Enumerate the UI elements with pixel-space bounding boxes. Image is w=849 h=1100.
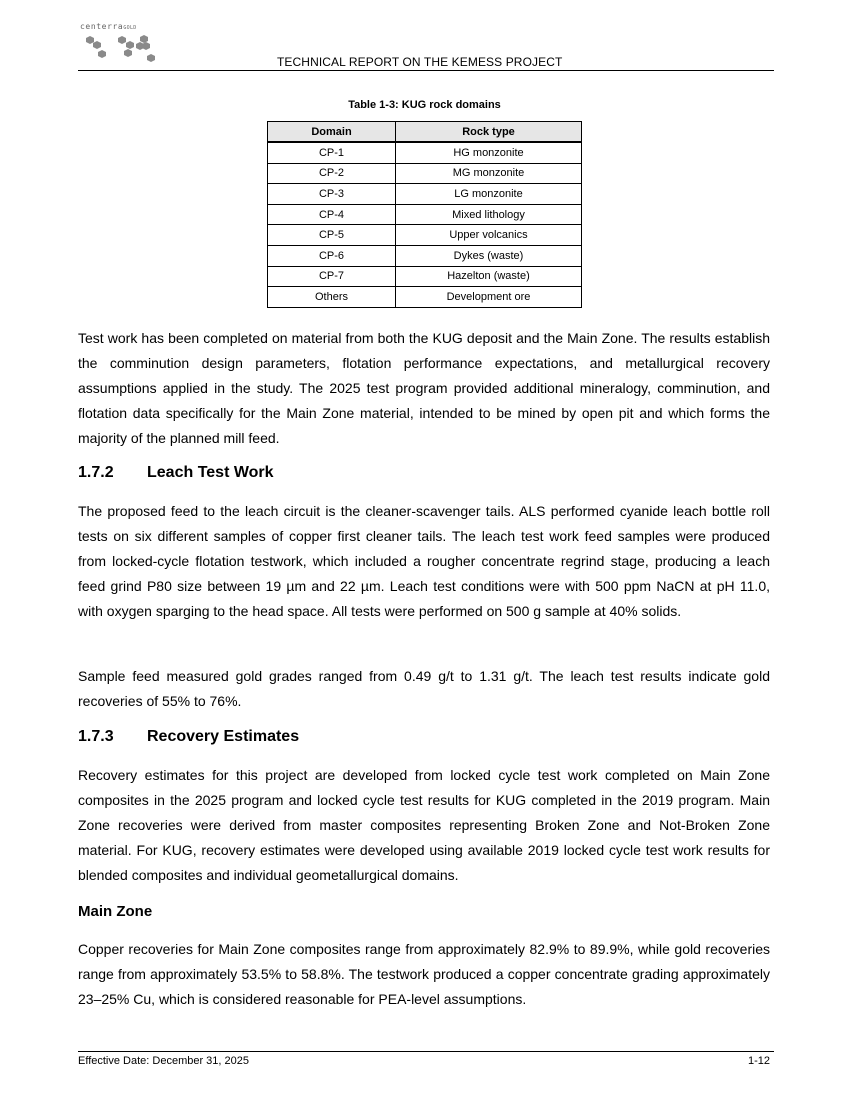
section-title: Recovery Estimates	[147, 728, 300, 745]
column-header-domain: Domain	[268, 122, 396, 143]
domain-cell: CP-7	[268, 266, 396, 287]
rock-type-cell: Mixed lithology	[396, 204, 582, 225]
rock-domains-table	[267, 121, 582, 308]
page-number: 1-12	[747, 1055, 770, 1067]
table-row	[268, 287, 582, 308]
section-heading-leach-test-work	[78, 464, 274, 482]
rock-type-cell: HG monzonite	[396, 142, 582, 163]
rock-type-cell: LG monzonite	[396, 184, 582, 205]
table-row	[268, 245, 582, 266]
header-divider	[78, 70, 774, 71]
domain-cell: CP-1	[268, 142, 396, 163]
rock-type-cell: Upper volcanics	[396, 225, 582, 246]
rock-type-cell: Hazelton (waste)	[396, 266, 582, 287]
column-header-rock-type: Rock type	[396, 122, 582, 143]
section-heading-recovery-estimates	[78, 728, 299, 746]
rock-type-cell: Development ore	[396, 287, 582, 308]
table-row	[268, 266, 582, 287]
table-caption: Table 1-3: KUG rock domains	[348, 99, 501, 111]
rock-type-cell: Dykes (waste)	[396, 245, 582, 266]
table-row	[268, 142, 582, 163]
domain-cell: CP-5	[268, 225, 396, 246]
rock-type-cell: MG monzonite	[396, 163, 582, 184]
logo-wordmark: centerra	[80, 22, 124, 31]
subheading-main-zone: Main Zone	[78, 903, 153, 920]
table-row	[268, 184, 582, 205]
paragraph-gold-grades: Sample feed measured gold grades ranged from 0.49 g/t to 1.31 g/t. The leach test results indicate gold recoveries of 55% to 76%.	[78, 668, 770, 709]
table-row	[268, 163, 582, 184]
domain-cell: CP-3	[268, 184, 396, 205]
table-row	[268, 225, 582, 246]
footer-divider	[78, 1051, 774, 1052]
paragraph-recovery-estimates: Recovery estimates for this project are developed from locked cycle test work completed on Main Zone composites in the 2025 program and locked cycle test results for KUG completed in the 2019 program. Main Zone recoveries were derived from master composites representing Broken Zone and Not-Broken Zone material. For KUG, recovery estimates were developed using available 2019 locked cycle test work results for blended composites and individual geometallurgical domains.	[78, 767, 770, 883]
paragraph-leach-circuit: The proposed feed to the leach circuit is the cleaner-scavenger tails. ALS performed cyanide leach bottle roll tests on six different samples of copper first cleaner tails. The leach test work feed samples were produced from locked-cycle flotation testwork, which included a rougher concentrate regrind stage, producing a leach feed grind P80 size between 19 µm and 22 µm. Leach test conditions were with 500 ppm NaCN at pH 11.0, with oxygen sparging to the head space. All tests were performed on 500 g sample at 40% solids.	[78, 503, 770, 619]
domain-cell: CP-4	[268, 204, 396, 225]
section-number: 1.7.2	[78, 464, 114, 481]
section-number: 1.7.3	[78, 728, 114, 745]
hexagon-cluster-icon	[80, 32, 170, 68]
company-logo	[80, 22, 170, 68]
table-row	[268, 204, 582, 225]
effective-date: Effective Date: December 31, 2025	[78, 1055, 250, 1067]
section-title: Leach Test Work	[147, 464, 274, 481]
table-header-row	[268, 122, 582, 143]
report-title: TECHNICAL REPORT ON THE KEMESS PROJECT	[277, 55, 563, 69]
logo-wordmark-sub: GOLD	[123, 25, 137, 31]
paragraph-test-work: Test work has been completed on material from both the KUG deposit and the Main Zone. The results establish the comminution design parameters, flotation performance expectations, and metallurgical recovery assumptions applied in the study. The 2025 test program provided additional mineralogy, comminution, and flotation data specifically for the Main Zone material, intended to be mined by open pit and which forms the majority of the planned mill feed.	[78, 330, 770, 446]
paragraph-main-zone-recoveries: Copper recoveries for Main Zone composites range from approximately 82.9% to 89.9%, while gold recoveries range from approximately 53.5% to 58.8%. The testwork produced a copper concentrate grading approximately 23–25% Cu, which is considered reasonable for PEA-level assumptions.	[78, 941, 770, 1007]
domain-cell: CP-2	[268, 163, 396, 184]
domain-cell: CP-6	[268, 245, 396, 266]
domain-cell: Others	[268, 287, 396, 308]
